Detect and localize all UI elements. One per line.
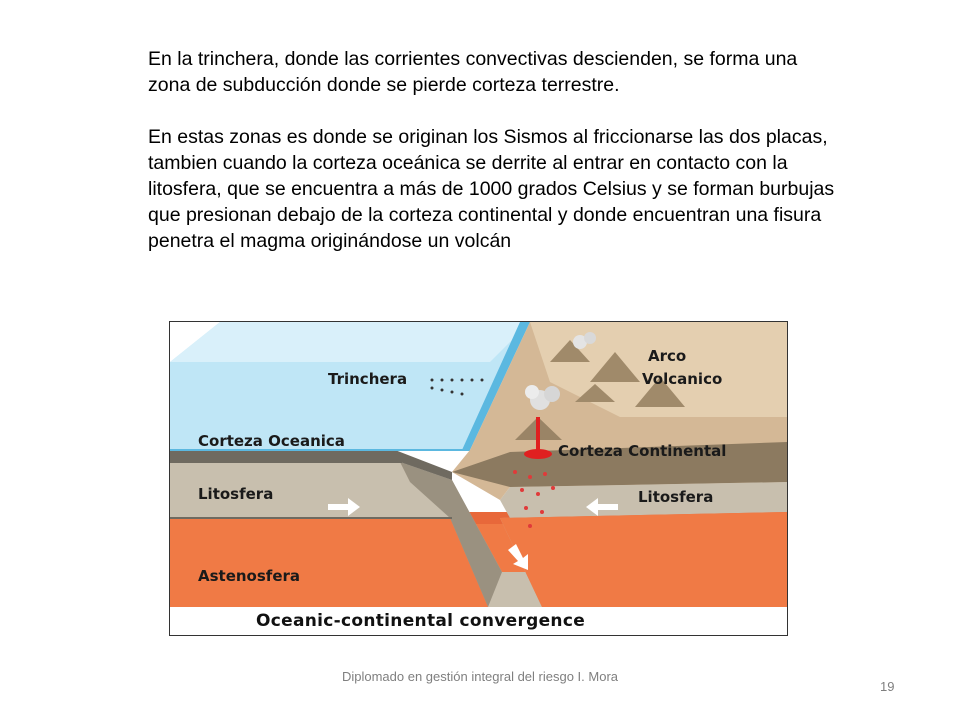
magma-chamber — [524, 449, 552, 459]
label-lithosphere-left: Litosfera — [198, 485, 274, 503]
subduction-illustration — [170, 322, 787, 635]
label-trench: Trinchera — [328, 370, 408, 388]
paragraph-earthquakes: En estas zonas es donde se originan los Sismos al friccionarse las dos placas, tambien cuando la corteza oceánica se derrite al entrar en contacto con la litosfera, que se encuentra a más de 1000 grados Celsius y se forman burbujas que presionan debajo de la corteza continental y donde encuentran una fisura penetra el magma originándose un volcán — [148, 126, 835, 252]
subduction-diagram — [169, 321, 788, 636]
label-asthenosphere: Astenosfera — [198, 567, 301, 585]
slide-footer: Diplomado en gestión integral del riesgo I. Mora — [341, 669, 619, 684]
label-lithosphere-right: Litosfera — [638, 488, 714, 506]
label-oceanic-crust: Corteza Oceanica — [198, 432, 345, 450]
caption-band — [170, 607, 787, 635]
figure-caption: Oceanic-continental convergence — [256, 611, 586, 631]
label-continental-crust: Corteza Continental — [558, 442, 727, 460]
paragraph-trench: En la trinchera, donde las corrientes convectivas descienden, se forma una zona de subducción donde se pierde corteza terrestre. — [148, 48, 798, 96]
page-number: 19 — [880, 679, 895, 694]
label-volcanic-arc-line1: Arco — [648, 347, 687, 365]
label-volcanic-arc-line2: Volcanico — [642, 370, 723, 388]
slide-body-text — [148, 46, 838, 254]
